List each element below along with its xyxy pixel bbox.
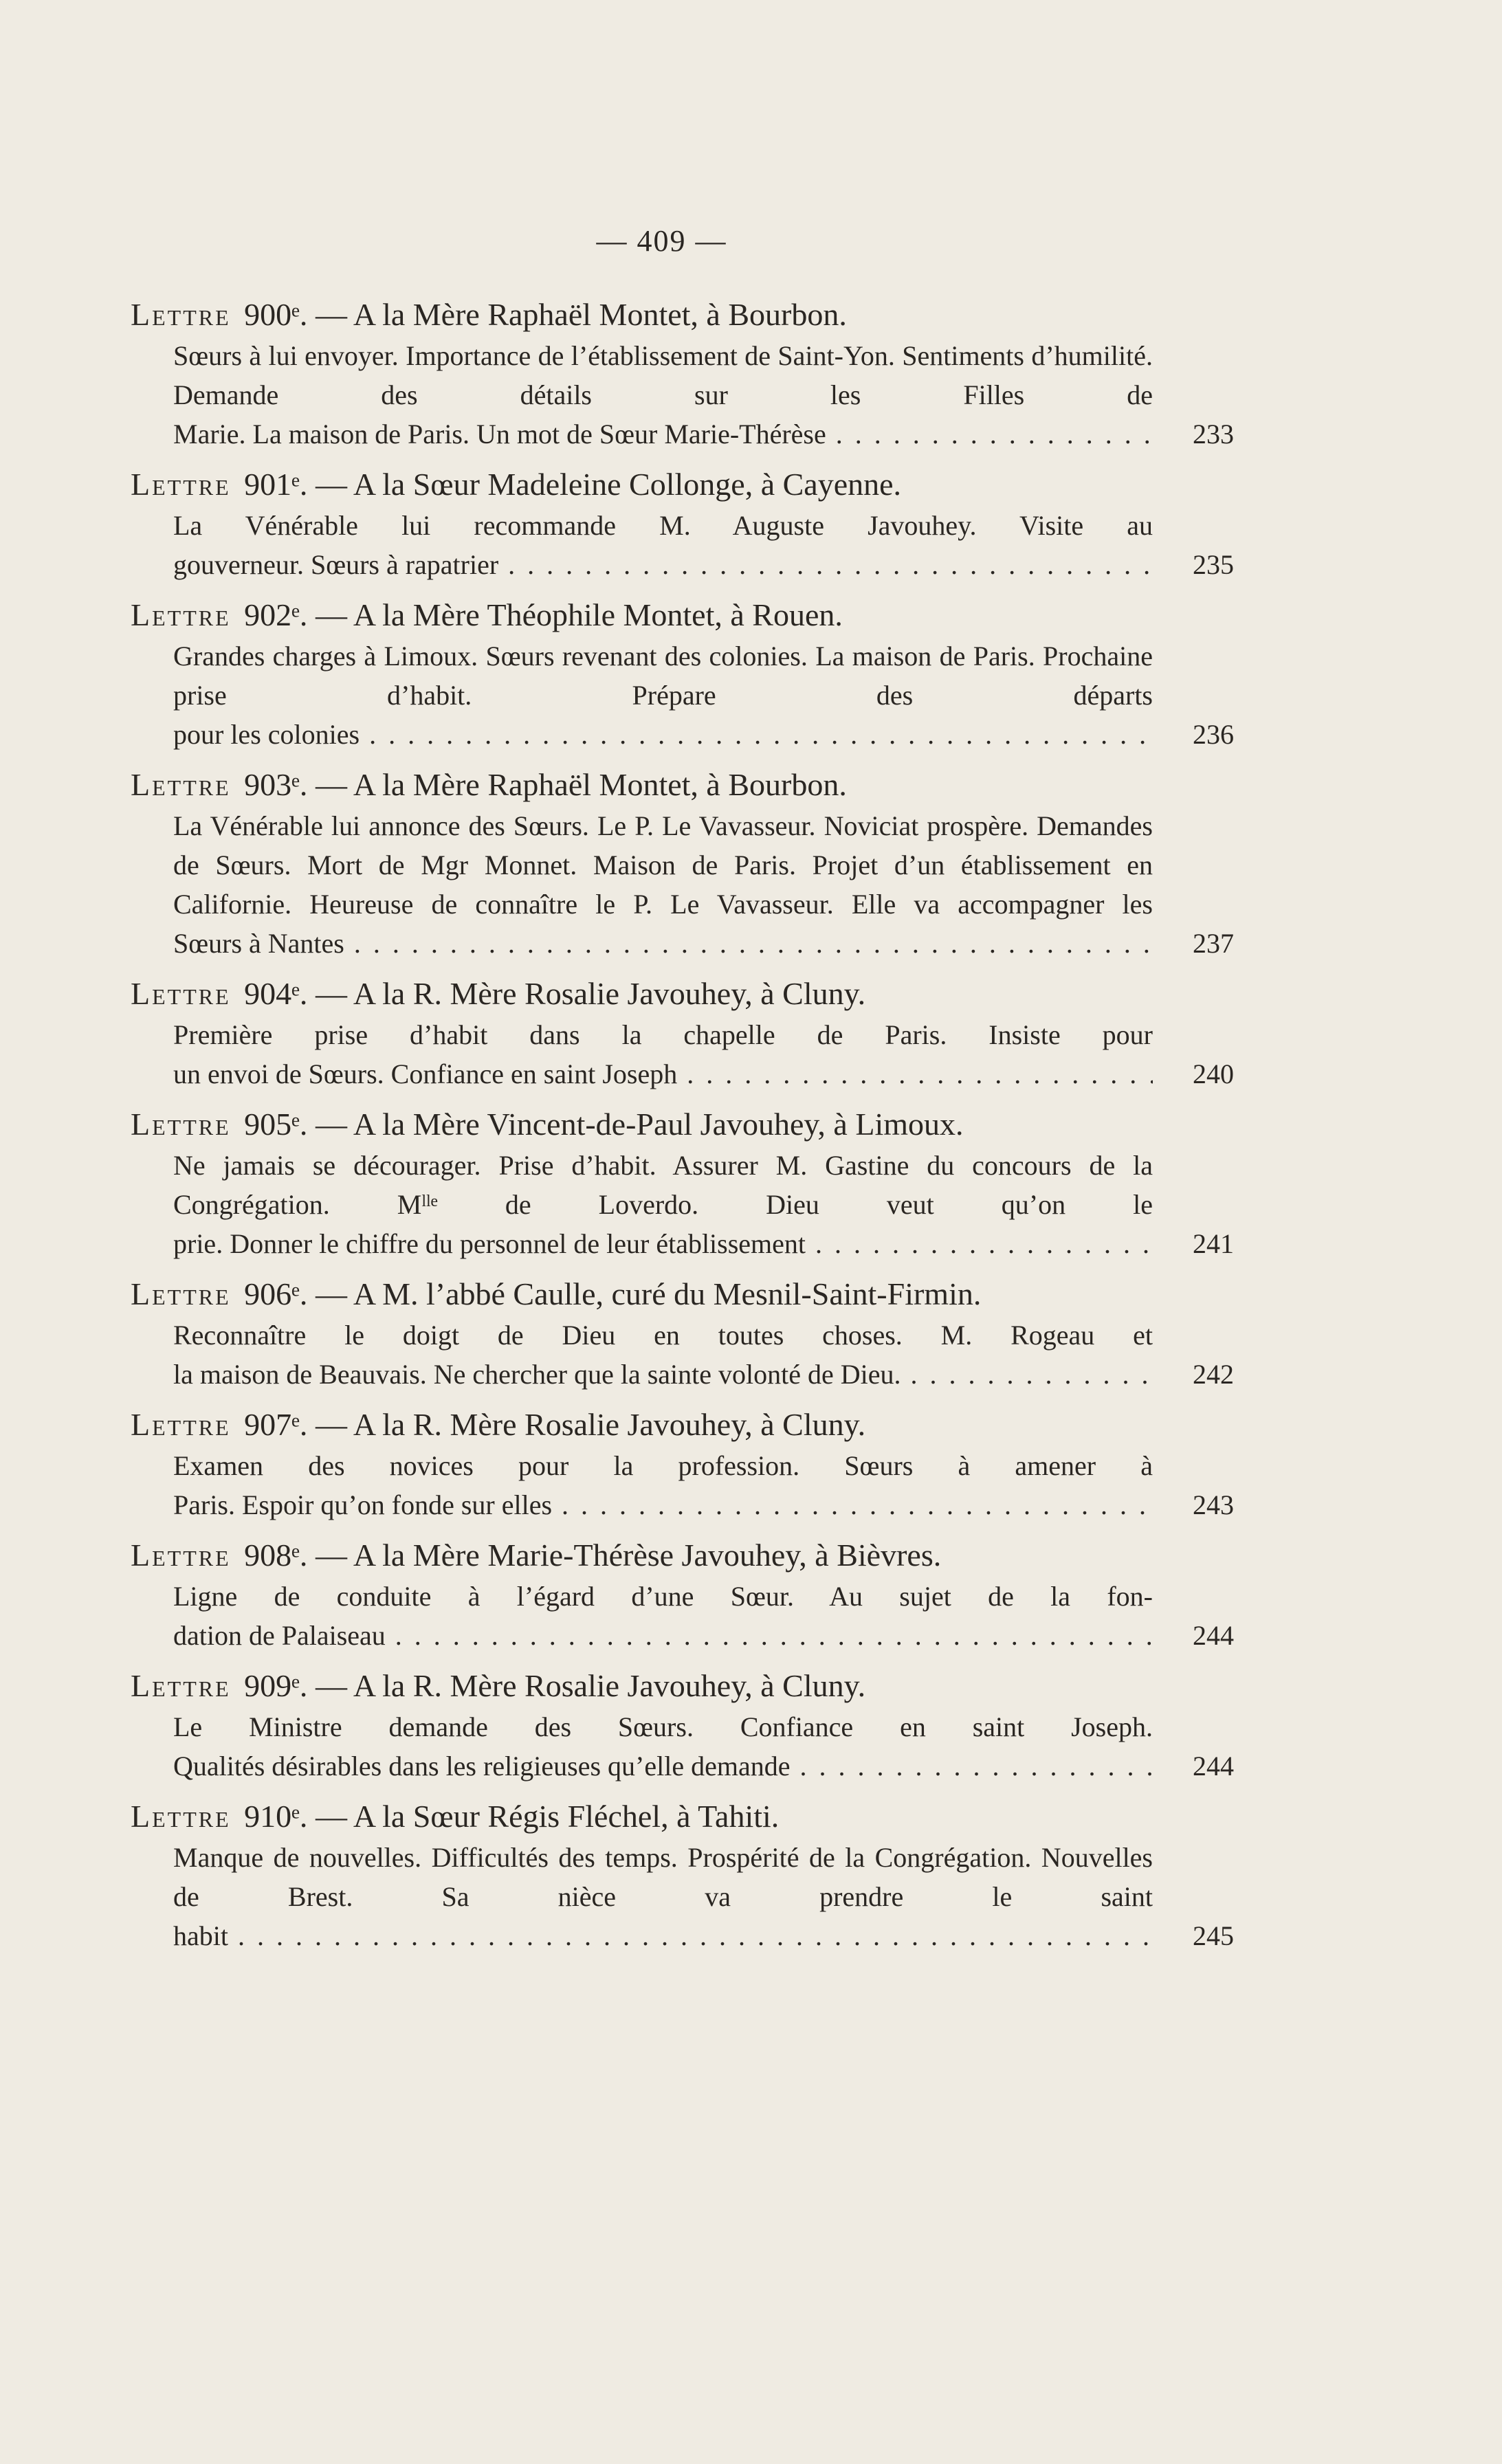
letter-label: Lettre — [131, 1276, 231, 1311]
letter-number: 901ᵉ. — [244, 467, 308, 502]
summary-last-line: gouverneur. Sœurs à rapatrier . . . — [173, 545, 1153, 584]
summary-text: Ne jamais se décourager. Prise d’habit. Assurer M. Gastine du concours de la Congrégation. Mˡˡᵉ de Loverdo. Dieu veut qu’on le — [173, 1150, 1153, 1220]
page-reference: 241 — [1172, 1224, 1234, 1263]
letter-summary — [131, 1577, 1234, 1655]
letter-number: 907ᵉ. — [244, 1407, 308, 1442]
letter-recipient: — A la Mère Théophile Montet, à Rouen. — [307, 597, 843, 632]
letter-entry — [131, 1663, 1234, 1786]
letter-entry — [131, 1533, 1234, 1655]
page-reference: 233 — [1172, 414, 1234, 454]
page-reference: 240 — [1172, 1054, 1234, 1094]
letter-number: 900ᵉ. — [244, 297, 308, 332]
page-reference: 237 — [1172, 924, 1234, 963]
letter-heading — [131, 1663, 1193, 1709]
letter-summary — [131, 806, 1234, 963]
letter-entry — [131, 1102, 1234, 1263]
letter-heading — [131, 462, 1193, 507]
letter-label: Lettre — [131, 1107, 231, 1142]
letter-recipient: — A la Mère Raphaël Montet, à Bourbon. — [307, 767, 847, 802]
letter-summary — [131, 1446, 1234, 1524]
letter-summary — [131, 636, 1234, 754]
letter-recipient: — A la Sœur Madeleine Collonge, à Cayenne. — [307, 467, 902, 502]
page-reference: 244 — [1172, 1616, 1234, 1655]
letter-summary — [131, 1146, 1234, 1263]
letter-label: Lettre — [131, 1668, 231, 1703]
letter-entry — [131, 1402, 1234, 1524]
letter-label: Lettre — [131, 1538, 231, 1573]
summary-last-line: Qualités désirables dans les religieuses qu’elle demande . . . — [173, 1746, 1153, 1786]
summary-last-line: Marie. La maison de Paris. Un mot de Sœur Marie-Thérèse . . . — [173, 414, 1153, 454]
page-reference: 245 — [1172, 1916, 1234, 1955]
letter-label: Lettre — [131, 1407, 231, 1442]
summary-last-line: Paris. Espoir qu’on fonde sur elles . . . — [173, 1485, 1153, 1524]
letter-entry — [131, 971, 1234, 1094]
summary-last-line: dation de Palaiseau . . . — [173, 1616, 1153, 1655]
letter-list — [131, 292, 1234, 1964]
summary-text: Manque de nouvelles. Difficultés des temps. Prospérité de la Congrégation. Nouvelles de Brest. Sa nièce va prendre le saint — [173, 1842, 1153, 1912]
summary-last-line: habit . . . — [173, 1916, 1153, 1955]
letter-label: Lettre — [131, 976, 231, 1011]
summary-last-line: pour les colonies . . . — [173, 715, 1153, 754]
letter-entry — [131, 1272, 1234, 1394]
summary-text: Le Ministre demande des Sœurs. Confiance en saint Joseph. — [173, 1711, 1153, 1742]
letter-recipient: — A la R. Mère Rosalie Javouhey, à Cluny. — [307, 1407, 866, 1442]
letter-summary — [131, 336, 1234, 454]
letter-number: 905ᵉ. — [244, 1107, 308, 1142]
letter-label: Lettre — [131, 1799, 231, 1834]
letter-heading — [131, 1794, 1193, 1839]
letter-heading — [131, 292, 1193, 337]
page-reference: 242 — [1172, 1355, 1234, 1394]
letter-recipient: — A la Mère Vincent-de-Paul Javouhey, à Limoux. — [307, 1107, 964, 1142]
summary-last-line: la maison de Beauvais. Ne chercher que la sainte volonté de Dieu. . . . — [173, 1355, 1153, 1394]
letter-number: 909ᵉ. — [244, 1668, 308, 1703]
letter-heading — [131, 971, 1193, 1017]
letter-recipient: — A la Mère Raphaël Montet, à Bourbon. — [307, 297, 847, 332]
page-reference: 243 — [1172, 1485, 1234, 1524]
summary-last-line: prie. Donner le chiffre du personnel de leur établissement . . . — [173, 1224, 1153, 1263]
letter-entry — [131, 1794, 1234, 1955]
letter-entry — [131, 292, 1234, 454]
letter-summary — [131, 1707, 1234, 1786]
summary-text: La Vénérable lui annonce des Sœurs. Le P. Le Vavasseur. Noviciat prospère. Demandes de Sœurs. Mort de Mgr Monnet. Maison de Paris. Projet d’un établissement en Californie. Heureuse de connaître le P. Le Vavasseur. Elle va accompagner les — [173, 810, 1153, 920]
letter-entry — [131, 592, 1234, 754]
letter-number: 906ᵉ. — [244, 1276, 308, 1311]
letter-summary — [131, 1316, 1234, 1394]
summary-text: Reconnaître le doigt de Dieu en toutes choses. M. Rogeau et — [173, 1320, 1153, 1351]
letter-number: 904ᵉ. — [244, 976, 308, 1011]
letter-number: 902ᵉ. — [244, 597, 308, 632]
letter-number: 903ᵉ. — [244, 767, 308, 802]
page-number: — 409 — — [596, 224, 727, 258]
summary-text: La Vénérable lui recommande M. Auguste Javouhey. Visite au — [173, 510, 1153, 541]
letter-summary — [131, 1015, 1234, 1094]
letter-label: Lettre — [131, 767, 231, 802]
letter-recipient: — A M. l’abbé Caulle, curé du Mesnil-Saint-Firmin. — [307, 1276, 982, 1311]
page-reference: 236 — [1172, 715, 1234, 754]
summary-text: Grandes charges à Limoux. Sœurs revenant des colonies. La maison de Paris. Prochaine prise d’habit. Prépare des départs — [173, 641, 1153, 711]
letter-entry — [131, 462, 1234, 584]
letter-recipient: — A la R. Mère Rosalie Javouhey, à Cluny. — [307, 976, 866, 1011]
letter-recipient: — A la Mère Marie-Thérèse Javouhey, à Bièvres. — [307, 1538, 942, 1573]
letter-summary — [131, 506, 1234, 584]
letter-recipient: — A la R. Mère Rosalie Javouhey, à Cluny. — [307, 1668, 866, 1703]
letter-heading — [131, 1402, 1193, 1447]
letter-heading — [131, 762, 1193, 808]
summary-last-line: Sœurs à Nantes . . . — [173, 924, 1153, 963]
letter-entry — [131, 762, 1234, 963]
letter-number: 908ᵉ. — [244, 1538, 308, 1573]
letter-label: Lettre — [131, 467, 231, 502]
summary-text: Ligne de conduite à l’égard d’une Sœur. Au sujet de la fon- — [173, 1581, 1153, 1612]
summary-last-line: un envoi de Sœurs. Confiance en saint Joseph . . . — [173, 1054, 1153, 1094]
letter-recipient: — A la Sœur Régis Fléchel, à Tahiti. — [307, 1799, 780, 1834]
letter-label: Lettre — [131, 597, 231, 632]
page-reference: 235 — [1172, 545, 1234, 584]
summary-text: Examen des novices pour la profession. Sœurs à amener à — [173, 1450, 1153, 1481]
summary-text: Sœurs à lui envoyer. Importance de l’établissement de Saint-Yon. Sentiments d’humilité. Demande des détails sur les Filles de — [173, 340, 1153, 410]
letter-heading — [131, 592, 1193, 638]
letter-label: Lettre — [131, 297, 231, 332]
letter-number: 910ᵉ. — [244, 1799, 308, 1834]
letter-heading — [131, 1533, 1193, 1578]
letter-summary — [131, 1838, 1234, 1955]
summary-text: Première prise d’habit dans la chapelle de Paris. Insiste pour — [173, 1019, 1153, 1050]
page-reference: 244 — [1172, 1746, 1234, 1786]
letter-heading — [131, 1102, 1193, 1147]
letter-heading — [131, 1272, 1193, 1317]
